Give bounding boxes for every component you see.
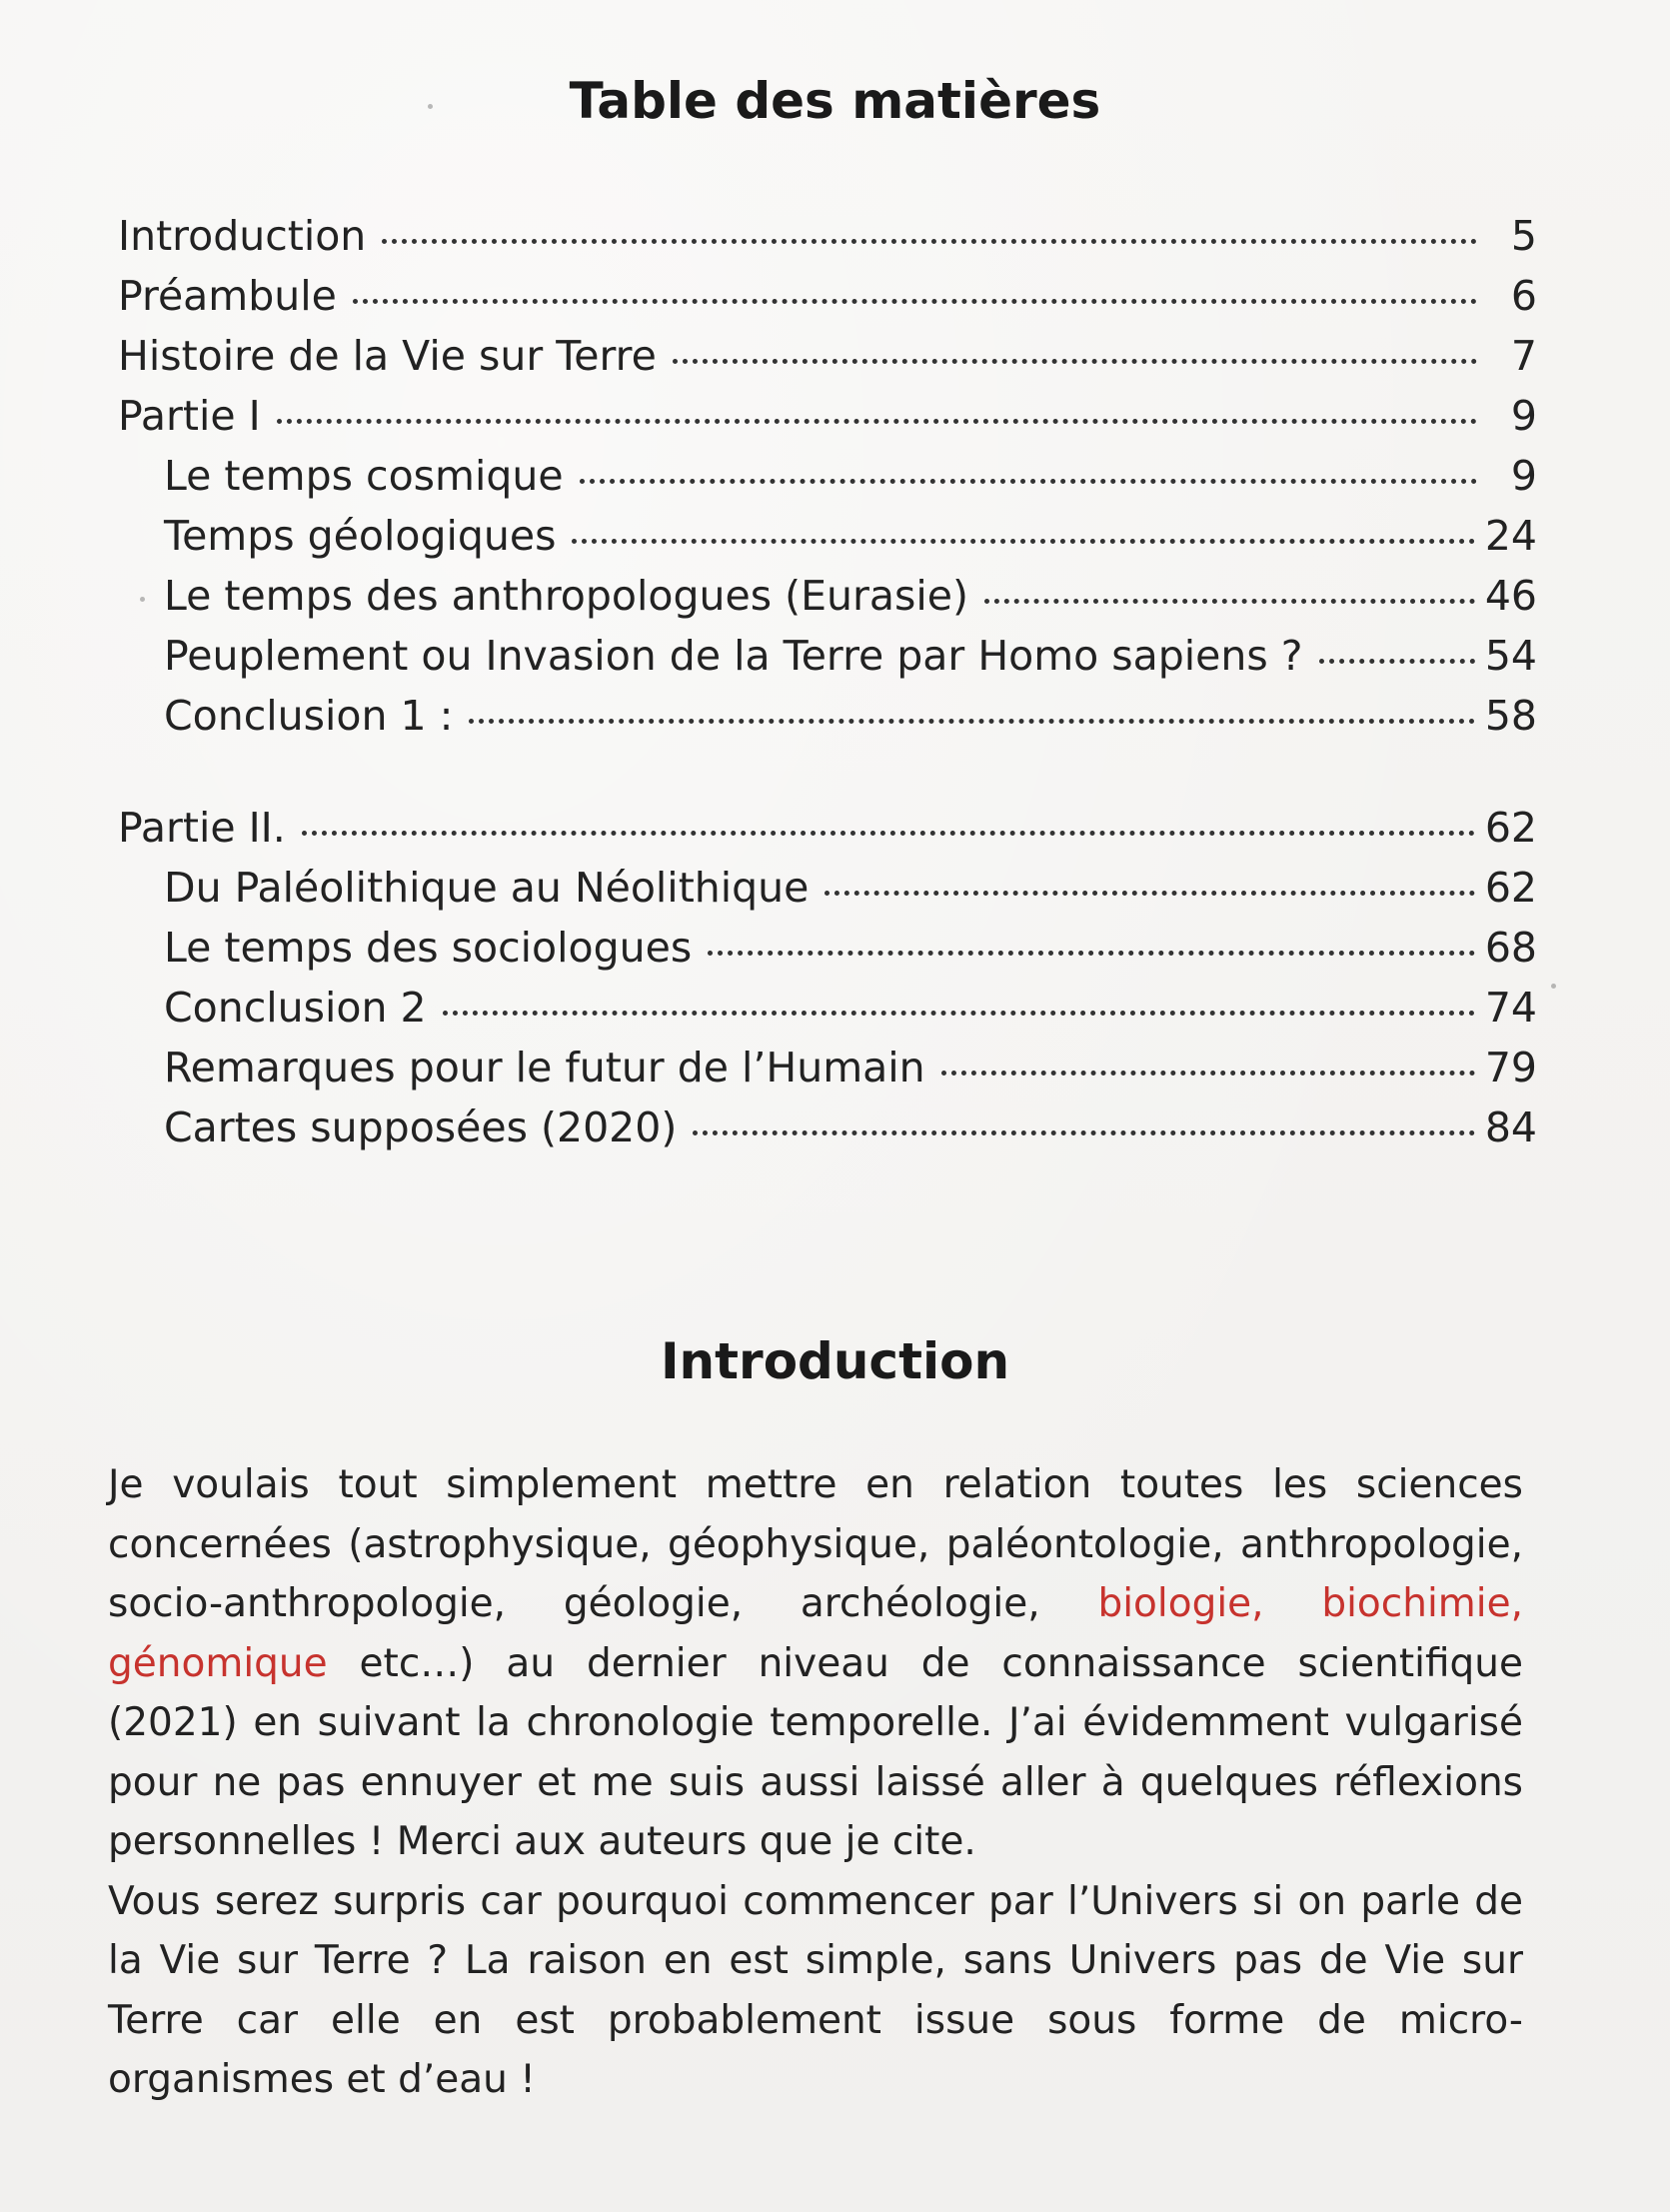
toc-entry [118,572,1537,632]
toc-entry-label: Partie II. [118,804,286,852]
toc-entry [118,1104,1537,1163]
paragraph-1-text-end: etc…) au dernier niveau de connaissance scientifique (2021) en suivant la chronologie temporelle. J’ai évidemment vulgarisé pour ne pas ennuyer et me suis aussi laissé aller à quelques réflexions personnelles ! Merci aux auteurs que je cite. [108,1640,1523,1864]
toc-leader-dots [941,1071,1475,1076]
toc-leader-dots [469,719,1474,724]
toc-entry-page-number: 9 [1510,392,1537,440]
toc-leader-dots [580,479,1477,484]
introduction-title: Introduction [660,1332,1010,1390]
toc-entry [118,392,1537,452]
toc-entry-label: Remarques pour le futur de l’Humain [164,1044,925,1092]
toc-leader-dots [1319,659,1475,664]
toc-leader-dots [572,539,1474,544]
toc-entry-page-number: 7 [1510,332,1537,380]
toc-entry-page-number: 58 [1484,692,1537,740]
toc-part-1 [118,212,1537,752]
toc-leader-dots [673,359,1477,364]
toc-entry-page-number: 79 [1484,1044,1537,1092]
toc-leader-dots [443,1011,1475,1016]
toc-entry-label: Peuplement ou Invasion de la Terre par Homo sapiens ? [164,632,1303,680]
toc-entry [118,272,1537,332]
toc-entry-page-number: 24 [1484,512,1537,560]
toc-entry-label: Partie I [118,392,261,440]
scan-speck [140,597,145,602]
toc-entry-label: Le temps des anthropologues (Eurasie) [164,572,968,620]
toc-entry [118,804,1537,864]
toc-entry [118,212,1537,272]
toc-entry-label: Le temps des sociologues [164,924,693,972]
toc-entry-page-number: 6 [1510,272,1537,320]
toc-leader-dots [277,419,1477,424]
toc-entry-page-number: 62 [1484,804,1537,852]
toc-entry-label: Introduction [118,212,367,260]
toc-entry [118,512,1537,572]
toc-entry [118,864,1537,924]
toc-entry-label: Temps géologiques [164,512,557,560]
introduction-paragraph-2: Vous serez surpris car pourquoi commencer par l’Univers si on parle de la Vie sur Terre ? La raison en est simple, sans Univers pas de Vie sur Terre car elle en est probablement issue sous forme de micro-organismes et d’eau ! [108,1878,1523,2102]
toc-title: Table des matières [569,72,1101,130]
toc-entry [118,452,1537,512]
toc-entry [118,692,1537,752]
introduction-body [108,1455,1523,2110]
table-of-contents [118,212,1537,1163]
paragraph-1-text-start: Je voulais tout simplement mettre en relation toutes les sciences concernées (astrophysique, géophysique, paléontologie, anthropologie, socio-anthropologie, géologie, archéologie, [108,1462,1523,1626]
toc-entry-page-number: 54 [1484,632,1537,680]
toc-leader-dots [302,831,1475,836]
toc-entry [118,984,1537,1044]
scan-speck [428,104,433,109]
toc-entry-page-number: 9 [1510,452,1537,500]
toc-leader-dots [825,891,1474,896]
toc-entry-label: Cartes supposées (2020) [164,1104,678,1151]
toc-leader-dots [382,239,1477,244]
toc-entry-page-number: 74 [1484,984,1537,1032]
toc-entry [118,632,1537,692]
toc-leader-dots [708,951,1475,956]
toc-entry-label: Préambule [118,272,337,320]
toc-entry-label: Le temps cosmique [164,452,564,500]
toc-entry-label: Conclusion 1 : [164,692,454,740]
toc-leader-dots [984,599,1475,604]
toc-entry-page-number: 84 [1484,1104,1537,1151]
toc-part-2 [118,804,1537,1163]
toc-entry [118,332,1537,392]
toc-leader-dots [693,1130,1475,1135]
toc-entry-page-number: 62 [1484,864,1537,912]
introduction-paragraph-1 [108,1455,1523,1872]
toc-entry [118,1044,1537,1104]
toc-entry-page-number: 5 [1510,212,1537,260]
toc-leader-dots [353,299,1477,304]
toc-gap [118,752,1537,804]
toc-entry-page-number: 46 [1484,572,1537,620]
toc-entry [118,924,1537,984]
highlighted-sciences: biologie, biochimie, génomique [108,1581,1523,1686]
toc-entry-label: Conclusion 2 [164,984,427,1032]
toc-entry-label: Du Paléolithique au Néolithique [164,864,810,912]
toc-entry-label: Histoire de la Vie sur Terre [118,332,657,380]
toc-entry-page-number: 68 [1484,924,1537,972]
scan-speck [1551,984,1556,989]
